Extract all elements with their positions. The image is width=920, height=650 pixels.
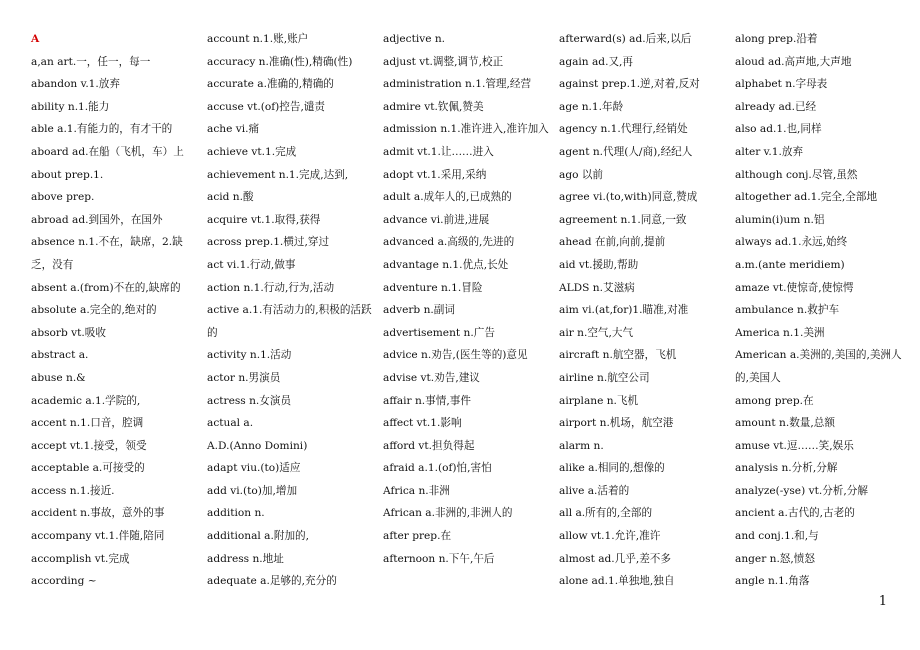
dictionary-entry: all a.所有的,全部的: [559, 507, 653, 520]
dictionary-entry: absent a.(from)不在的,缺席的: [31, 281, 181, 294]
dictionary-entry: agent n.代理(人/商),经纪人: [559, 145, 693, 158]
dictionary-entry: accurate a.准确的,精确的: [207, 78, 334, 91]
dictionary-entry: add vi.(to)加,增加: [207, 484, 298, 497]
dictionary-entry: account n.1.账,账户: [207, 33, 309, 45]
dictionary-entry: after prep.在: [383, 530, 452, 543]
dictionary-entry: American a.美洲的,美国的,美洲人的,美国人: [735, 349, 902, 384]
column-2: [207, 28, 375, 593]
dictionary-entry: alumin(i)um n.铝: [735, 213, 825, 226]
dictionary-entry: amaze vt.使惊奇,使惊愕: [735, 281, 854, 294]
dictionary-entry: afford vt.担负得起: [383, 439, 475, 452]
dictionary-entry: a,an art.一，任一，每一: [31, 55, 151, 68]
dictionary-entry: analyze(-yse) vt.分析,分解: [735, 484, 868, 497]
dictionary-entry: also ad.1.也,同样: [735, 123, 822, 136]
dictionary-entry: actual a.: [207, 417, 254, 430]
dictionary-entry: afterward(s) ad.后来,以后: [559, 33, 692, 45]
column-5: [735, 28, 903, 593]
dictionary-entry: alphabet n.字母表: [735, 78, 828, 91]
dictionary-entry: ambulance n.救护车: [735, 304, 840, 317]
dictionary-entry: advantage n.1.优点,长处: [383, 258, 509, 271]
dictionary-entry: advance vi.前进,进展: [383, 213, 490, 226]
dictionary-entry: almost ad.几乎,差不多: [559, 552, 671, 565]
dictionary-entry: acquire vt.1.取得,获得: [207, 213, 321, 226]
dictionary-entry: adverb n.副词: [383, 304, 455, 317]
dictionary-entry: active a.1.有活动力的,积极的活跃的: [207, 304, 372, 339]
dictionary-entry: airplane n.飞机: [559, 394, 639, 407]
page-number: 1: [878, 594, 887, 609]
dictionary-entry: and conj.1.和,与: [735, 530, 819, 543]
dictionary-entry: across prep.1.横过,穿过: [207, 236, 330, 249]
dictionary-entry: action n.1.行动,行为,活动: [207, 281, 335, 294]
dictionary-entry: abroad ad.到国外，在国外: [31, 213, 163, 226]
column-1: [31, 28, 199, 593]
dictionary-entry: abstract a.: [31, 349, 89, 362]
dictionary-entry: above prep.: [31, 191, 95, 204]
dictionary-entry: able a.1.有能力的，有才干的: [31, 123, 173, 136]
dictionary-entry: absorb vt.吸收: [31, 326, 106, 339]
dictionary-entry: adventure n.1.冒险: [383, 281, 483, 294]
dictionary-entry: absence n.1.不在，缺席，2.缺乏，没有: [31, 236, 183, 271]
dictionary-entry: America n.1.美洲: [735, 326, 825, 339]
dictionary-entry: already ad.已经: [735, 100, 817, 113]
dictionary-entry: anger n.怒,愤怒: [735, 552, 815, 565]
dictionary-entry: additional a.附加的,: [207, 530, 310, 543]
dictionary-entry: angle n.1.角落: [735, 575, 810, 588]
dictionary-entry: ancient a.古代的,古老的: [735, 507, 855, 520]
dictionary-entry: airline n.航空公司: [559, 371, 650, 384]
dictionary-entry: alike a.相同的,想像的: [559, 462, 665, 475]
dictionary-entry: accuracy n.准确(性),精确(性): [207, 55, 353, 68]
dictionary-entry: adjective n.: [383, 33, 446, 45]
dictionary-entry: according ~: [31, 575, 97, 588]
dictionary-entry: addition n.: [207, 507, 265, 520]
dictionary-entry: acceptable a.可接受的: [31, 462, 145, 475]
dictionary-entry: affect vt.1.影响: [383, 417, 462, 430]
dictionary-entry: accomplish vt.完成: [31, 552, 130, 565]
dictionary-entry: African a.非洲的,非洲人的: [383, 507, 513, 520]
dictionary-entry: adjust vt.调整,调节,校正: [383, 55, 504, 68]
dictionary-entry: air n.空气,大气: [559, 326, 634, 339]
dictionary-entry: afternoon n.下午,午后: [383, 552, 495, 565]
dictionary-entry: accompany vt.1.伴随,陪同: [31, 530, 165, 543]
dictionary-entry: achievement n.1.完成,达到,: [207, 168, 349, 181]
dictionary-entry: amount n.数量,总额: [735, 417, 835, 430]
dictionary-entry: agreement n.1.同意,一致: [559, 213, 687, 226]
dictionary-entry: achieve vt.1.完成: [207, 145, 297, 158]
dictionary-entry: agree vi.(to,with)同意,赞成: [559, 191, 698, 204]
dictionary-entry: ability n.1.能力: [31, 100, 110, 113]
dictionary-entry: activity n.1.活动: [207, 349, 292, 362]
dictionary-entry: altogether ad.1.完全,全部地: [735, 191, 878, 204]
column-3: [383, 28, 551, 570]
dictionary-entry: aircraft n.航空器，飞机: [559, 349, 677, 362]
dictionary-entry: adapt viu.(to)适应: [207, 462, 301, 475]
dictionary-entry: adequate a.足够的,充分的: [207, 575, 337, 588]
dictionary-entry: admit vt.1.让……进入: [383, 145, 494, 158]
dictionary-entry: actress n.女演员: [207, 394, 292, 407]
dictionary-entry: afraid a.1.(of)怕,害怕: [383, 462, 492, 475]
dictionary-entry: although conj.尽管,虽然: [735, 168, 858, 181]
dictionary-entry: act vi.1.行动,做事: [207, 258, 296, 271]
dictionary-entry: Africa n.非洲: [383, 484, 450, 497]
dictionary-entry: age n.1.年龄: [559, 100, 624, 113]
dictionary-entry: ahead 在前,向前,提前: [559, 236, 666, 249]
dictionary-entry: abandon v.1.放弃: [31, 78, 120, 91]
dictionary-entry: adult a.成年人的,已成熟的: [383, 191, 512, 204]
dictionary-entry: administration n.1.管理,经营: [383, 78, 532, 91]
dictionary-entry: airport n.机场，航空港: [559, 417, 674, 430]
dictionary-entry: advanced a.高级的,先进的: [383, 236, 515, 249]
dictionary-entry: accept vt.1.接受，领受: [31, 439, 147, 452]
dictionary-entry: aboard ad.在船（飞机，车）上: [31, 145, 184, 158]
dictionary-entry: accuse vt.(of)控告,谴责: [207, 100, 325, 113]
dictionary-entry: academic a.1.学院的,: [31, 394, 141, 407]
dictionary-entry: admire vt.钦佩,赞美: [383, 100, 484, 113]
dictionary-entry: a.m.(ante meridiem): [735, 258, 845, 271]
dictionary-entry: alter v.1.放弃: [735, 145, 804, 158]
dictionary-entry: along prep.沿着: [735, 33, 818, 45]
dictionary-entry: advertisement n.广告: [383, 326, 495, 339]
dictionary-entry: A.D.(Anno Domini): [207, 439, 308, 452]
column-4: [559, 28, 727, 593]
dictionary-entry: access n.1.接近.: [31, 484, 115, 497]
dictionary-entry: among prep.在: [735, 394, 814, 407]
dictionary-entry: aid vt.援助,帮助: [559, 258, 639, 271]
dictionary-entry: about prep.1.: [31, 168, 104, 181]
dictionary-entry: allow vt.1.允许,准许: [559, 530, 661, 543]
dictionary-entry: ache vi.痛: [207, 123, 260, 136]
dictionary-entry: always ad.1.永远,始终: [735, 236, 848, 249]
dictionary-entry: accent n.1.口音，腔调: [31, 417, 144, 430]
dictionary-entry: admission n.1.准许进入,准许加入: [383, 123, 549, 136]
dictionary-entry: aloud ad.高声地,大声地: [735, 55, 852, 68]
dictionary-entry: alone ad.1.单独地,独自: [559, 575, 675, 588]
dictionary-entry: ALDS n.艾滋病: [559, 281, 635, 294]
dictionary-entry: ago 以前: [559, 168, 604, 181]
dictionary-entry: address n.地址: [207, 552, 284, 565]
dictionary-entry: against prep.1.逆,对着,反对: [559, 78, 700, 91]
dictionary-entry: analysis n.分析,分解: [735, 462, 838, 475]
dictionary-entry: accident n.事故，意外的事: [31, 507, 165, 520]
dictionary-entry: again ad.又,再: [559, 55, 634, 68]
dictionary-entry: amuse vt.逗……笑,娱乐: [735, 439, 854, 452]
dictionary-entry: aim vi.(at,for)1.瞄准,对准: [559, 304, 689, 317]
dictionary-entry: adopt vt.1.采用,采纳: [383, 168, 487, 181]
dictionary-entry: alarm n.: [559, 439, 604, 452]
dictionary-entry: agency n.1.代理行,经销处: [559, 123, 688, 136]
section-letter: A: [31, 33, 40, 45]
dictionary-entry: affair n.事情,事件: [383, 394, 471, 407]
dictionary-entry: absolute a.完全的,绝对的: [31, 304, 157, 317]
dictionary-entry: acid n.酸: [207, 191, 254, 204]
dictionary-entry: advise vt.劝告,建议: [383, 371, 480, 384]
dictionary-entry: advice n.劝告,(医生等的)意见: [383, 349, 528, 362]
dictionary-entry: abuse n.&: [31, 371, 86, 384]
dictionary-entry: actor n.男演员: [207, 371, 281, 384]
dictionary-entry: alive a.活着的: [559, 484, 630, 497]
